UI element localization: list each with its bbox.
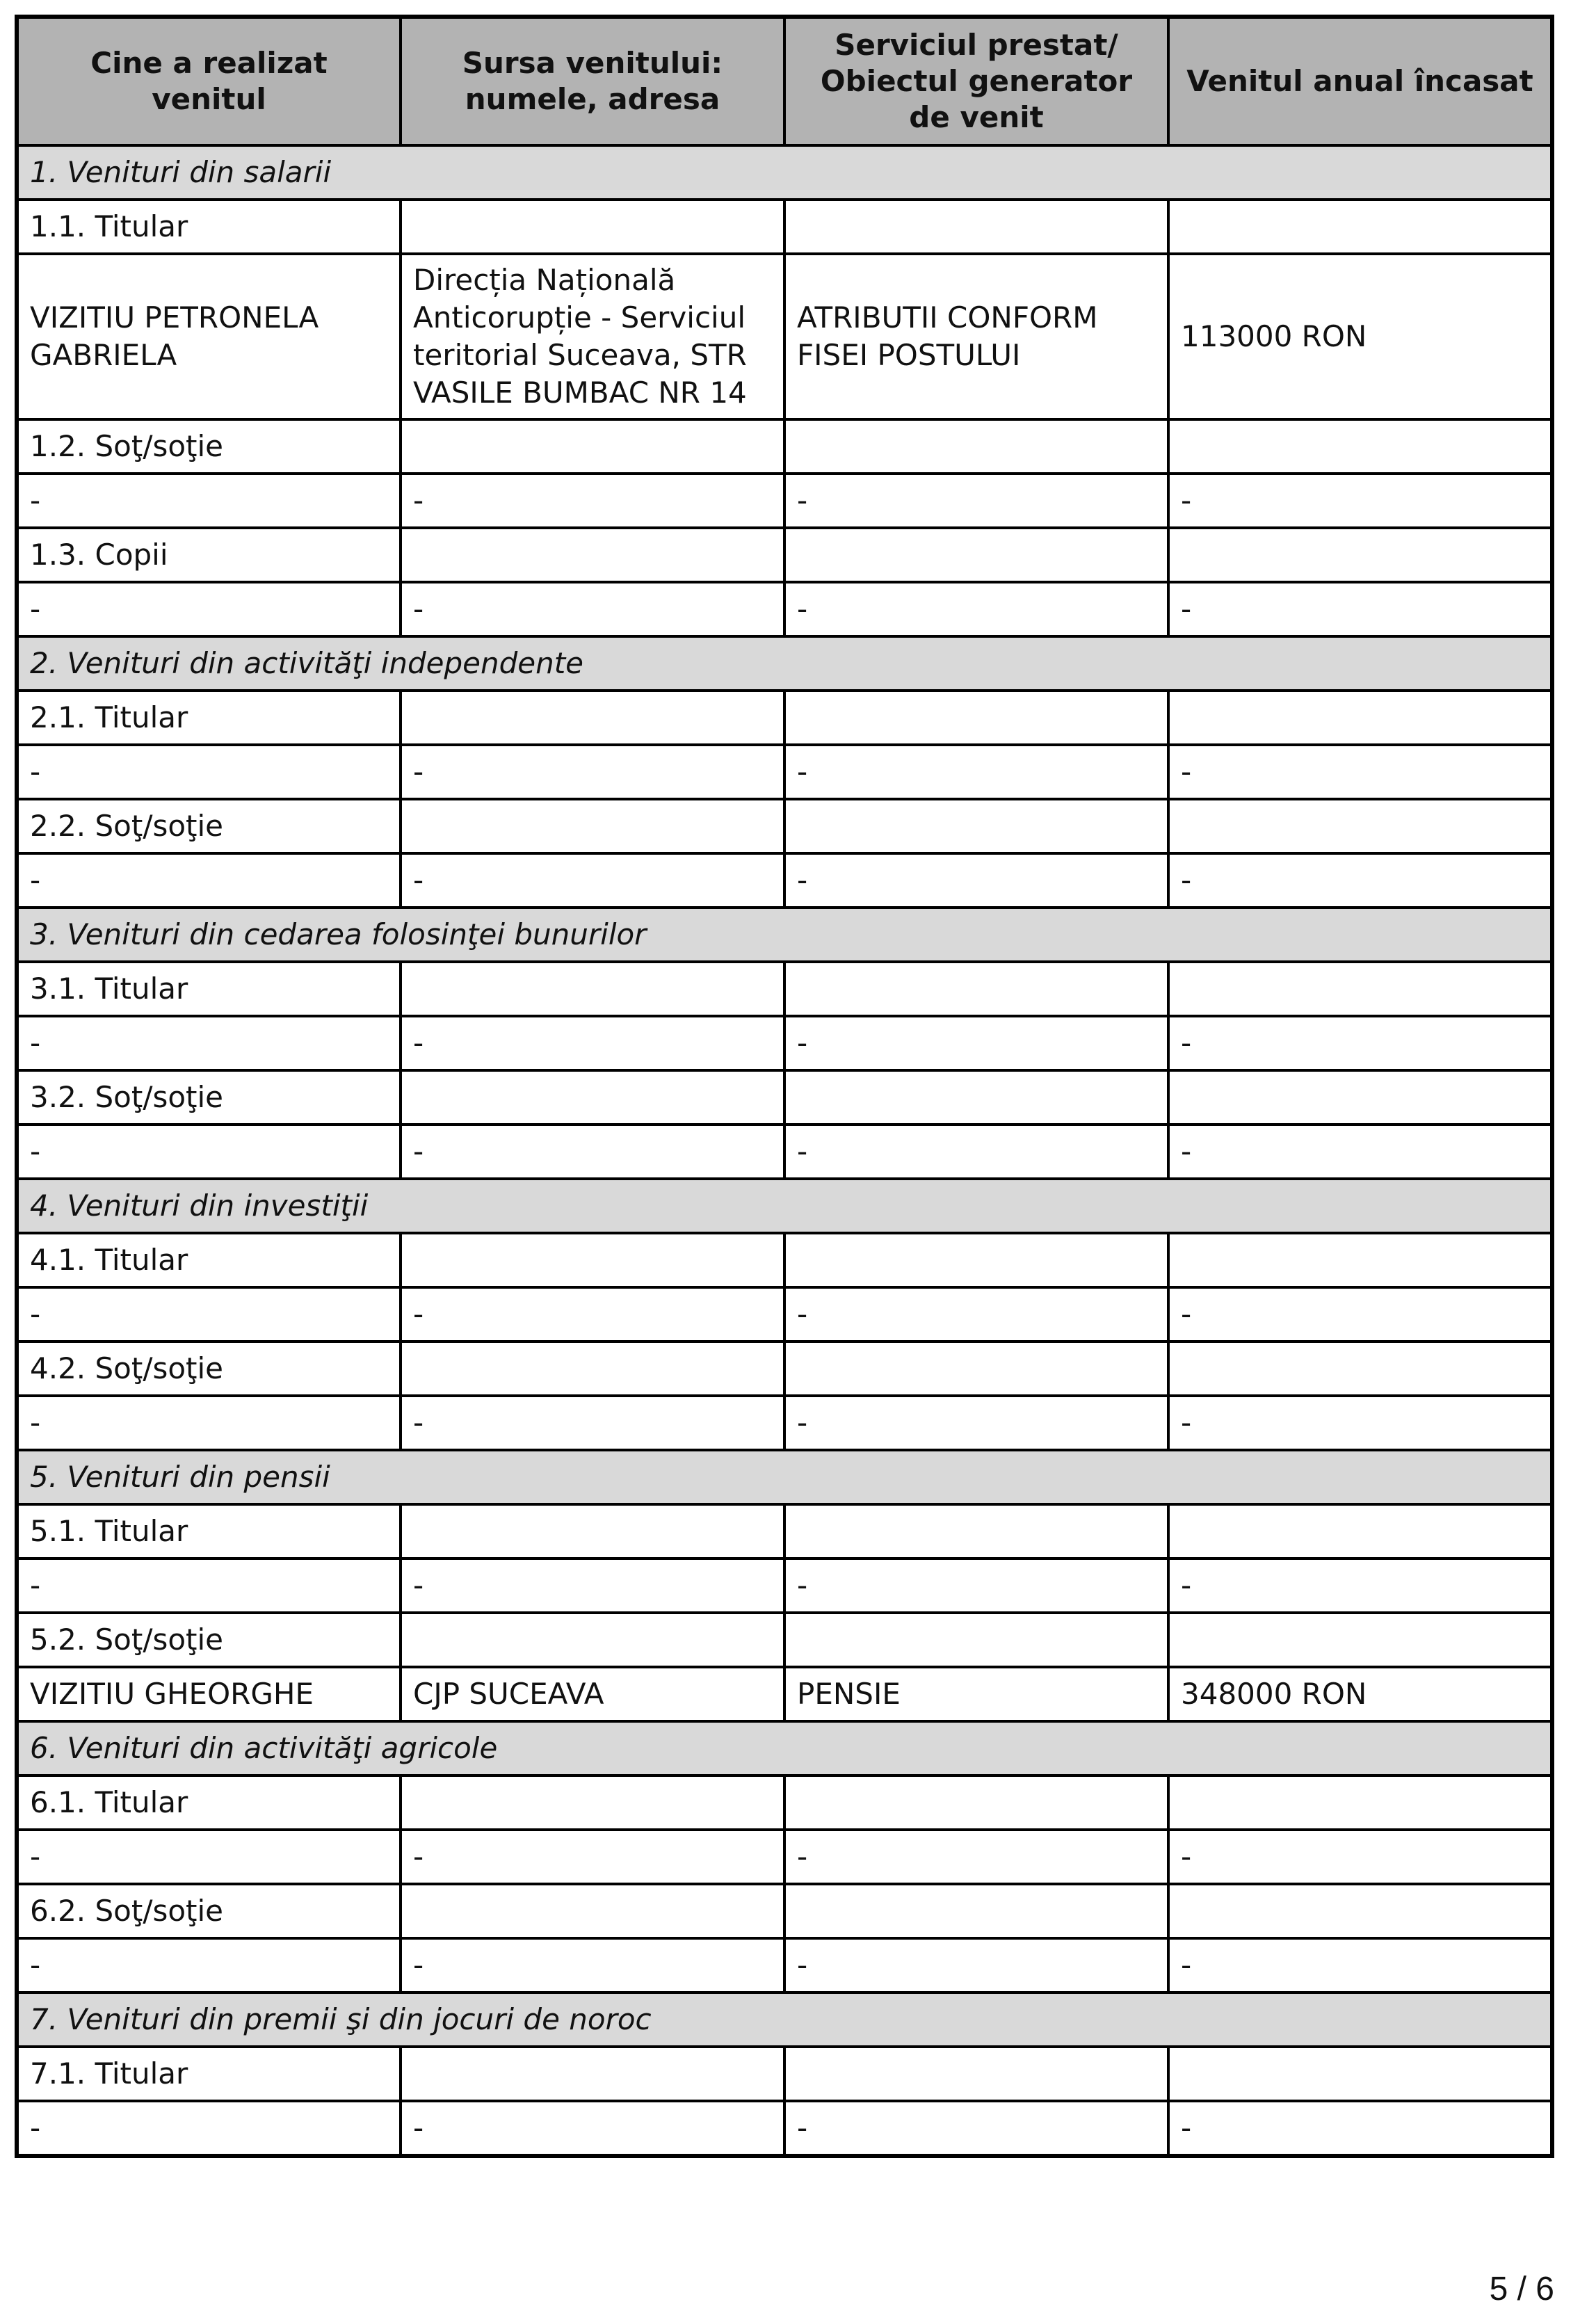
cell-who: 6.1. Titular — [17, 1775, 401, 1830]
cell-income — [1168, 1233, 1552, 1287]
cell-who: 2.2. Soţ/soţie — [17, 799, 401, 853]
cell-income — [1168, 1613, 1552, 1667]
cell-who: 3.2. Soţ/soţie — [17, 1070, 401, 1125]
cell-service: - — [784, 853, 1168, 908]
cell-income — [1168, 1775, 1552, 1830]
table-row — [17, 1667, 1552, 1721]
cell-income — [1168, 1504, 1552, 1559]
cell-service — [784, 1233, 1168, 1287]
cell-source: - — [401, 1559, 784, 1613]
table-row — [17, 691, 1552, 745]
cell-income: - — [1168, 1830, 1552, 1884]
cell-source: - — [401, 1830, 784, 1884]
cell-service: ATRIBUTII CONFORM FISEI POSTULUI — [784, 254, 1168, 419]
cell-source: - — [401, 745, 784, 799]
cell-who: - — [17, 582, 401, 636]
cell-source — [401, 1342, 784, 1396]
header-who-earned: Cine a realizat venitul — [17, 17, 401, 145]
cell-who: 2.1. Titular — [17, 691, 401, 745]
section-header-row — [17, 145, 1552, 200]
cell-income: - — [1168, 1938, 1552, 1992]
cell-service — [784, 1613, 1168, 1667]
cell-income: - — [1168, 745, 1552, 799]
cell-source — [401, 2047, 784, 2101]
table-row — [17, 1830, 1552, 1884]
section-title: 1. Venituri din salarii — [17, 145, 1552, 200]
cell-service — [784, 691, 1168, 745]
section-title: 4. Venituri din investiţii — [17, 1179, 1552, 1233]
table-row — [17, 419, 1552, 474]
cell-source — [401, 528, 784, 582]
cell-income: - — [1168, 1396, 1552, 1450]
cell-income: - — [1168, 582, 1552, 636]
header-row — [17, 17, 1552, 145]
cell-service: - — [784, 1830, 1168, 1884]
cell-service: - — [784, 2101, 1168, 2156]
cell-income — [1168, 528, 1552, 582]
section-title: 2. Venituri din activităţi independente — [17, 636, 1552, 691]
table-row — [17, 1125, 1552, 1179]
cell-income — [1168, 799, 1552, 853]
cell-service — [784, 962, 1168, 1016]
cell-service: - — [784, 474, 1168, 528]
table-row — [17, 1342, 1552, 1396]
cell-source — [401, 1775, 784, 1830]
cell-service — [784, 1342, 1168, 1396]
cell-who: VIZITIU PETRONELA GABRIELA — [17, 254, 401, 419]
cell-who: - — [17, 1287, 401, 1342]
table-row — [17, 1775, 1552, 1830]
cell-income: 113000 RON — [1168, 254, 1552, 419]
cell-income: 348000 RON — [1168, 1667, 1552, 1721]
cell-source: - — [401, 1287, 784, 1342]
cell-who: - — [17, 1938, 401, 1992]
table-row — [17, 474, 1552, 528]
cell-income — [1168, 1342, 1552, 1396]
cell-who: 5.2. Soţ/soţie — [17, 1613, 401, 1667]
section-header-row — [17, 908, 1552, 962]
cell-income — [1168, 962, 1552, 1016]
cell-service: - — [784, 1016, 1168, 1070]
cell-service — [784, 1884, 1168, 1938]
cell-source — [401, 1233, 784, 1287]
table-row — [17, 2101, 1552, 2156]
table-row — [17, 853, 1552, 908]
section-header-row — [17, 1450, 1552, 1504]
cell-income: - — [1168, 1125, 1552, 1179]
table-row — [17, 1613, 1552, 1667]
cell-service — [784, 1775, 1168, 1830]
cell-source — [401, 419, 784, 474]
cell-who: - — [17, 745, 401, 799]
cell-who: - — [17, 1559, 401, 1613]
table-row — [17, 799, 1552, 853]
cell-income — [1168, 200, 1552, 254]
cell-source — [401, 200, 784, 254]
cell-service — [784, 1504, 1168, 1559]
section-header-row — [17, 1179, 1552, 1233]
table-row — [17, 1396, 1552, 1450]
cell-who: 4.2. Soţ/soţie — [17, 1342, 401, 1396]
cell-who: - — [17, 1396, 401, 1450]
cell-income — [1168, 419, 1552, 474]
cell-service: PENSIE — [784, 1667, 1168, 1721]
cell-source: Direcția Națională Anticorupție - Serviciul teritorial Suceava, STR VASILE BUMBAC NR 14 — [401, 254, 784, 419]
cell-source — [401, 1613, 784, 1667]
section-header-row — [17, 636, 1552, 691]
table-row — [17, 582, 1552, 636]
cell-source — [401, 1070, 784, 1125]
cell-who: 1.2. Soţ/soţie — [17, 419, 401, 474]
table-row — [17, 1504, 1552, 1559]
cell-source: - — [401, 853, 784, 908]
section-title: 6. Venituri din activităţi agricole — [17, 1721, 1552, 1775]
cell-service — [784, 419, 1168, 474]
cell-source — [401, 691, 784, 745]
table-body — [17, 145, 1552, 2156]
header-service-provided: Serviciul prestat/ Obiectul generator de venit — [784, 17, 1168, 145]
cell-source: - — [401, 1396, 784, 1450]
section-title: 5. Venituri din pensii — [17, 1450, 1552, 1504]
table-row — [17, 1016, 1552, 1070]
cell-source: - — [401, 1938, 784, 1992]
cell-who: 1.3. Copii — [17, 528, 401, 582]
cell-income — [1168, 2047, 1552, 2101]
cell-who: 6.2. Soţ/soţie — [17, 1884, 401, 1938]
cell-service — [784, 200, 1168, 254]
cell-source — [401, 1884, 784, 1938]
cell-service: - — [784, 1938, 1168, 1992]
income-declaration-table — [15, 15, 1554, 2158]
section-header-row — [17, 1992, 1552, 2047]
section-header-row — [17, 1721, 1552, 1775]
cell-income: - — [1168, 1559, 1552, 1613]
table-row — [17, 1070, 1552, 1125]
cell-income: - — [1168, 853, 1552, 908]
cell-source — [401, 1504, 784, 1559]
cell-who: 7.1. Titular — [17, 2047, 401, 2101]
cell-source — [401, 799, 784, 853]
cell-service: - — [784, 582, 1168, 636]
cell-income: - — [1168, 474, 1552, 528]
cell-who: 5.1. Titular — [17, 1504, 401, 1559]
header-income-source: Sursa venitului: numele, adresa — [401, 17, 784, 145]
cell-income — [1168, 691, 1552, 745]
table-row — [17, 200, 1552, 254]
table-row — [17, 2047, 1552, 2101]
cell-service: - — [784, 1125, 1168, 1179]
cell-income — [1168, 1884, 1552, 1938]
cell-income: - — [1168, 2101, 1552, 2156]
cell-service — [784, 1070, 1168, 1125]
table-row — [17, 745, 1552, 799]
cell-source: - — [401, 474, 784, 528]
cell-who: VIZITIU GHEORGHE — [17, 1667, 401, 1721]
table-row — [17, 254, 1552, 419]
cell-who: - — [17, 2101, 401, 2156]
table-row — [17, 528, 1552, 582]
table-row — [17, 962, 1552, 1016]
cell-service: - — [784, 1287, 1168, 1342]
cell-service: - — [784, 1559, 1168, 1613]
cell-service — [784, 528, 1168, 582]
cell-service — [784, 2047, 1168, 2101]
cell-source: CJP SUCEAVA — [401, 1667, 784, 1721]
cell-who: - — [17, 1125, 401, 1179]
table-row — [17, 1287, 1552, 1342]
cell-who: - — [17, 1830, 401, 1884]
cell-service: - — [784, 745, 1168, 799]
table-row — [17, 1884, 1552, 1938]
cell-income: - — [1168, 1016, 1552, 1070]
section-title: 3. Venituri din cedarea folosinţei bunurilor — [17, 908, 1552, 962]
cell-who: 1.1. Titular — [17, 200, 401, 254]
cell-service: - — [784, 1396, 1168, 1450]
page-number: 5 / 6 — [1489, 2271, 1554, 2308]
header-annual-income: Venitul anual încasat — [1168, 17, 1552, 145]
cell-who: - — [17, 1016, 401, 1070]
cell-source: - — [401, 1016, 784, 1070]
cell-income: - — [1168, 1287, 1552, 1342]
cell-source: - — [401, 2101, 784, 2156]
table-row — [17, 1233, 1552, 1287]
cell-service — [784, 799, 1168, 853]
cell-income — [1168, 1070, 1552, 1125]
cell-source: - — [401, 582, 784, 636]
cell-who: - — [17, 853, 401, 908]
cell-source: - — [401, 1125, 784, 1179]
table-row — [17, 1559, 1552, 1613]
cell-who: 3.1. Titular — [17, 962, 401, 1016]
cell-who: 4.1. Titular — [17, 1233, 401, 1287]
cell-who: - — [17, 474, 401, 528]
table-row — [17, 1938, 1552, 1992]
cell-source — [401, 962, 784, 1016]
section-title: 7. Venituri din premii şi din jocuri de noroc — [17, 1992, 1552, 2047]
